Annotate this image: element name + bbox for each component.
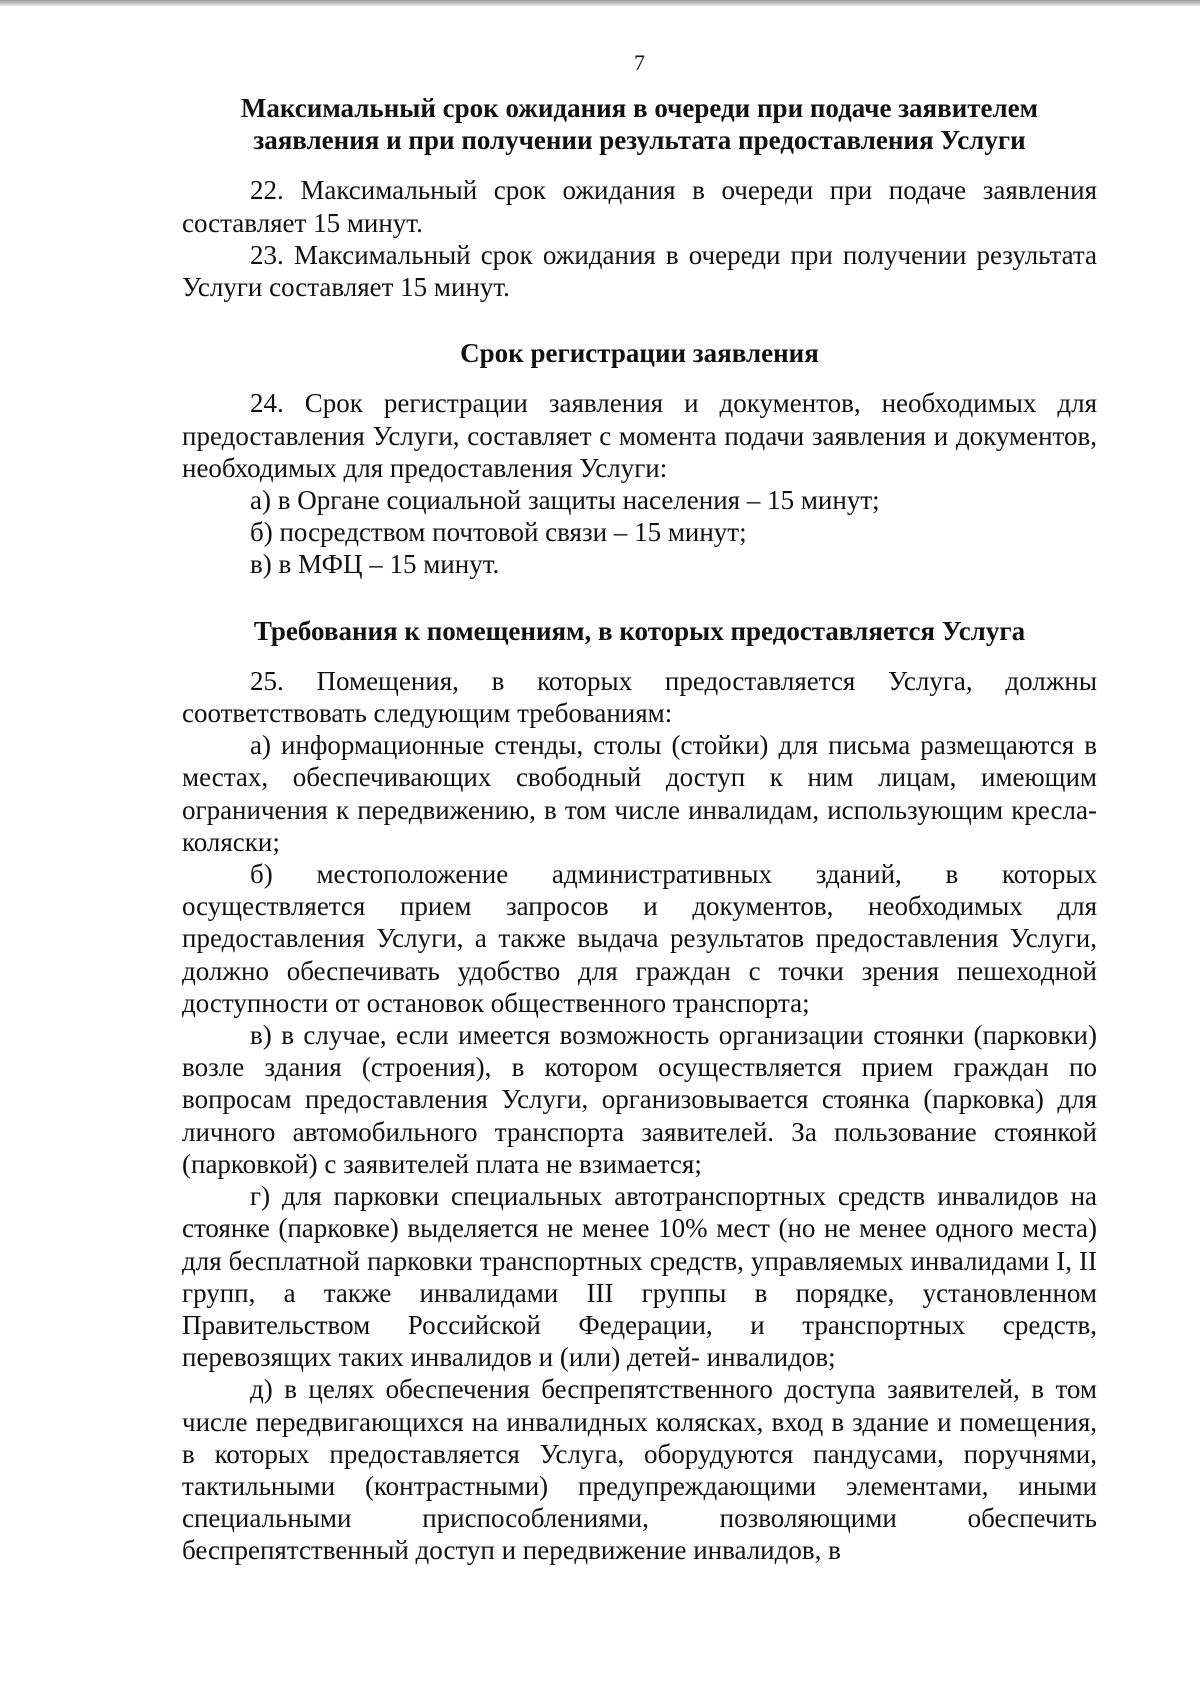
heading-line: Максимальный срок ожидания в очереди при подаче заявителем xyxy=(240,93,1039,123)
paragraph-25-item-v: в) в случае, если имеется возможность организации стоянки (парковки) возле здания (строения), в котором осуществляется прием граждан по вопросам предоставления Услуги, организовывается стоянка (парковка) для личного автомобильного транспорта заявителей. За пользование стоянкой (парковкой) с заявителей плата не взимается; xyxy=(182,1020,1097,1179)
paragraph-24-item-c: в) в МФЦ – 15 минут. xyxy=(250,549,500,580)
section-heading-registration: Срок регистрации заявления xyxy=(460,338,819,369)
page-number: 7 xyxy=(634,50,645,75)
paragraph-25-item-d: д) в целях обеспечения беспрепятственного доступа заявителей, в том числе передвигающихся на инвалидных колясках, вход в здание и помещения, в которых предоставляется Услуга, оборудуются пандусами, поручнями, тактильными (контрастными) предупреждающими элементами, иными специальными приспособлениями, позволяющими обеспечить беспрепятственный доступ и передвижение инвалидов, в xyxy=(182,1374,1097,1566)
scan-top-edge xyxy=(0,0,1200,6)
heading-line: заявления и при получении результата предоставления Услуги xyxy=(253,125,1026,156)
paragraph-25-item-b: б) местоположение административных зданий, в которых осуществляется прием запросов и документов, необходимых для предоставления Услуги, а также выдача результатов предоставления Услуги, должно обеспечивать удобство для граждан с точки зрения пешеходной доступности от остановок общественного транспорта; xyxy=(182,859,1097,1018)
paragraph-22: 22. Максимальный срок ожидания в очереди при подаче заявления составляет 15 минут. xyxy=(182,175,1097,238)
document-page xyxy=(182,52,1097,1567)
paragraph-25-item-g: г) для парковки специальных автотранспортных средств инвалидов на стоянке (парковке) выделяется не менее 10% мест (но не менее одного места) для бесплатной парковки транспортных средств, управляемых инвалидами I, II групп, а также инвалидами III группы в порядке, установленном Правительством Российской Федерации, и транспортных средств, перевозящих таких инвалидов и (или) детей- инвалидов; xyxy=(182,1181,1097,1373)
paragraph-24-item-b: б) посредством почтовой связи – 15 минут; xyxy=(250,517,747,548)
paragraph-23: 23. Максимальный срок ожидания в очереди при получении результата Услуги составляет 15 минут. xyxy=(182,239,1097,303)
paragraph-25: 25. Помещения, в которых предоставляется Услуга, должны соответствовать следующим требованиям: xyxy=(182,665,1097,729)
paragraph-24: 24. Срок регистрации заявления и документов, необходимых для предоставления Услуги, составляет с момента подачи заявления и документов, необходимых для предоставления Услуги: xyxy=(182,388,1097,483)
section-heading-premises: Требования к помещениям, в которых предоставляется Услуга xyxy=(253,615,1026,646)
section-heading-queue xyxy=(182,92,1097,156)
paragraph-25-item-a: а) информационные стенды, столы (стойки) для письма размещаются в местах, обеспечивающих свободный доступ к ним лицам, имеющим ограничения к передвижению, в том числе инвалидам, использующим кресла-коляски; xyxy=(182,730,1097,857)
paragraph-24-item-a: а) в Органе социальной защиты населения – 15 минут; xyxy=(250,485,880,516)
